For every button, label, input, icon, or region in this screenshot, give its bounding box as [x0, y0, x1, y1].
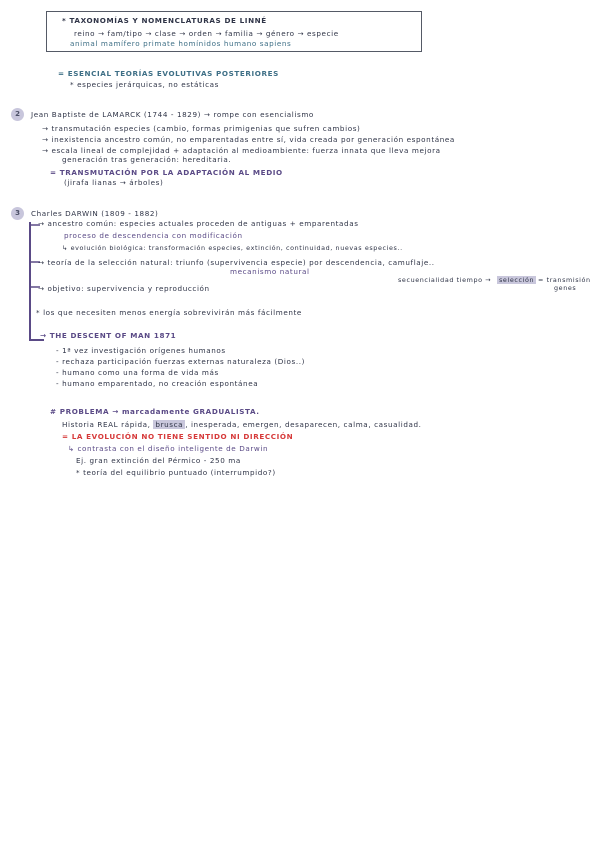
darwin-genes: genes — [554, 284, 577, 292]
darwin-common-ancestor: → ancestro común: especies actuales proceden de antiguas + emparentadas — [38, 219, 359, 228]
darwin-mechanism: mecanismo natural — [230, 267, 310, 276]
descent-point: - 1ª vez investigación orígenes humanos — [56, 346, 226, 355]
darwin-objective: → objetivo: supervivencia y reproducción — [38, 284, 210, 293]
problema-contrast: ↳ contrasta con el diseño inteligente de Darwin — [68, 444, 269, 453]
lamarck-summary: = TRANSMUTACIÓN POR LA ADAPTACIÓN AL MEDIO — [50, 168, 283, 177]
descent-point: - humano como una forma de vida más — [56, 368, 219, 377]
darwin-natural-selection: → teoría de la selección natural: triunfo (supervivencia especie) por descendencia, camuflaje.. — [38, 258, 435, 267]
intro-note: * especies jerárquicas, no estáticas — [70, 80, 219, 89]
problema-history-b: , inesperada, emergen, desaparecen, calma, casualidad. — [185, 420, 422, 429]
darwin-evolution-note: ↳ evolución biológica: transformación especies, extinción, continuidad, nuevas especies.. — [62, 244, 403, 252]
box-hierarchy-row: reino → fam/tipo → clase → orden → familia → género → especie — [74, 29, 339, 38]
darwin-sequence: secuencialidad tiempo → — [398, 276, 492, 284]
descent-point: - rechaza participación fuerzas externas naturaleza (Dios..) — [56, 357, 306, 366]
problema-punctuated-theory: * teoría del equilibrio puntuado (interrumpido?) — [76, 468, 276, 477]
problema-history-a: Historia REAL rápida, — [62, 420, 151, 429]
lamarck-bullet: → transmutación especies (cambio, formas primigenias que sufren cambios) — [42, 124, 361, 133]
lamarck-bullet-cont: generación tras generación: hereditaria. — [62, 155, 232, 164]
darwin-energy-note: * los que necesiten menos energía sobrevivirán más fácilmente — [36, 308, 302, 317]
darwin-selection-highlight-wrap — [497, 276, 536, 285]
problema-heading: # PROBLEMA → marcadamente GRADUALISTA. — [50, 407, 260, 416]
lamarck-bullet: → escala lineal de complejidad + adaptación al medioambiente: fuerza innata que lleva mejora — [42, 146, 441, 155]
section-number-badge: 3 — [11, 207, 24, 220]
box-example-row: animal mamífero primate homínidos humano sapiens — [70, 39, 292, 48]
lamarck-bullet: → inexistencia ancestro común, no emparentadas entre sí, vida creada por generación espontánea — [42, 135, 455, 144]
box-title: * TAXONOMÍAS Y NOMENCLATURAS DE LINNÉ — [62, 16, 267, 25]
darwin-selection-highlight: selección — [499, 276, 535, 284]
darwin-transmission: = transmisión — [538, 276, 591, 284]
problema-example: Ej. gran extinción del Pérmico - 250 ma — [76, 456, 241, 465]
problema-history-highlight: brusca — [155, 420, 184, 429]
section-number-badge: 2 — [11, 108, 24, 121]
problema-no-direction: = LA EVOLUCIÓN NO TIENE SENTIDO NI DIRECCIÓN — [62, 432, 294, 441]
lamarck-heading: Jean Baptiste de LAMARCK (1744 - 1829) → rompe con esencialismo — [31, 110, 314, 119]
problema-history-line — [62, 420, 422, 429]
descent-of-man-heading: → THE DESCENT OF MAN 1871 — [40, 331, 177, 340]
descent-point: - humano emparentado, no creación espontánea — [56, 379, 259, 388]
darwin-descent-process: proceso de descendencia con modificación — [64, 231, 243, 240]
darwin-heading: Charles DARWIN (1809 - 1882) — [31, 209, 159, 218]
intro-essential: = ESENCIAL TEORÍAS EVOLUTIVAS POSTERIORES — [58, 69, 279, 78]
lamarck-example: (jirafa lianas → árboles) — [64, 178, 164, 187]
